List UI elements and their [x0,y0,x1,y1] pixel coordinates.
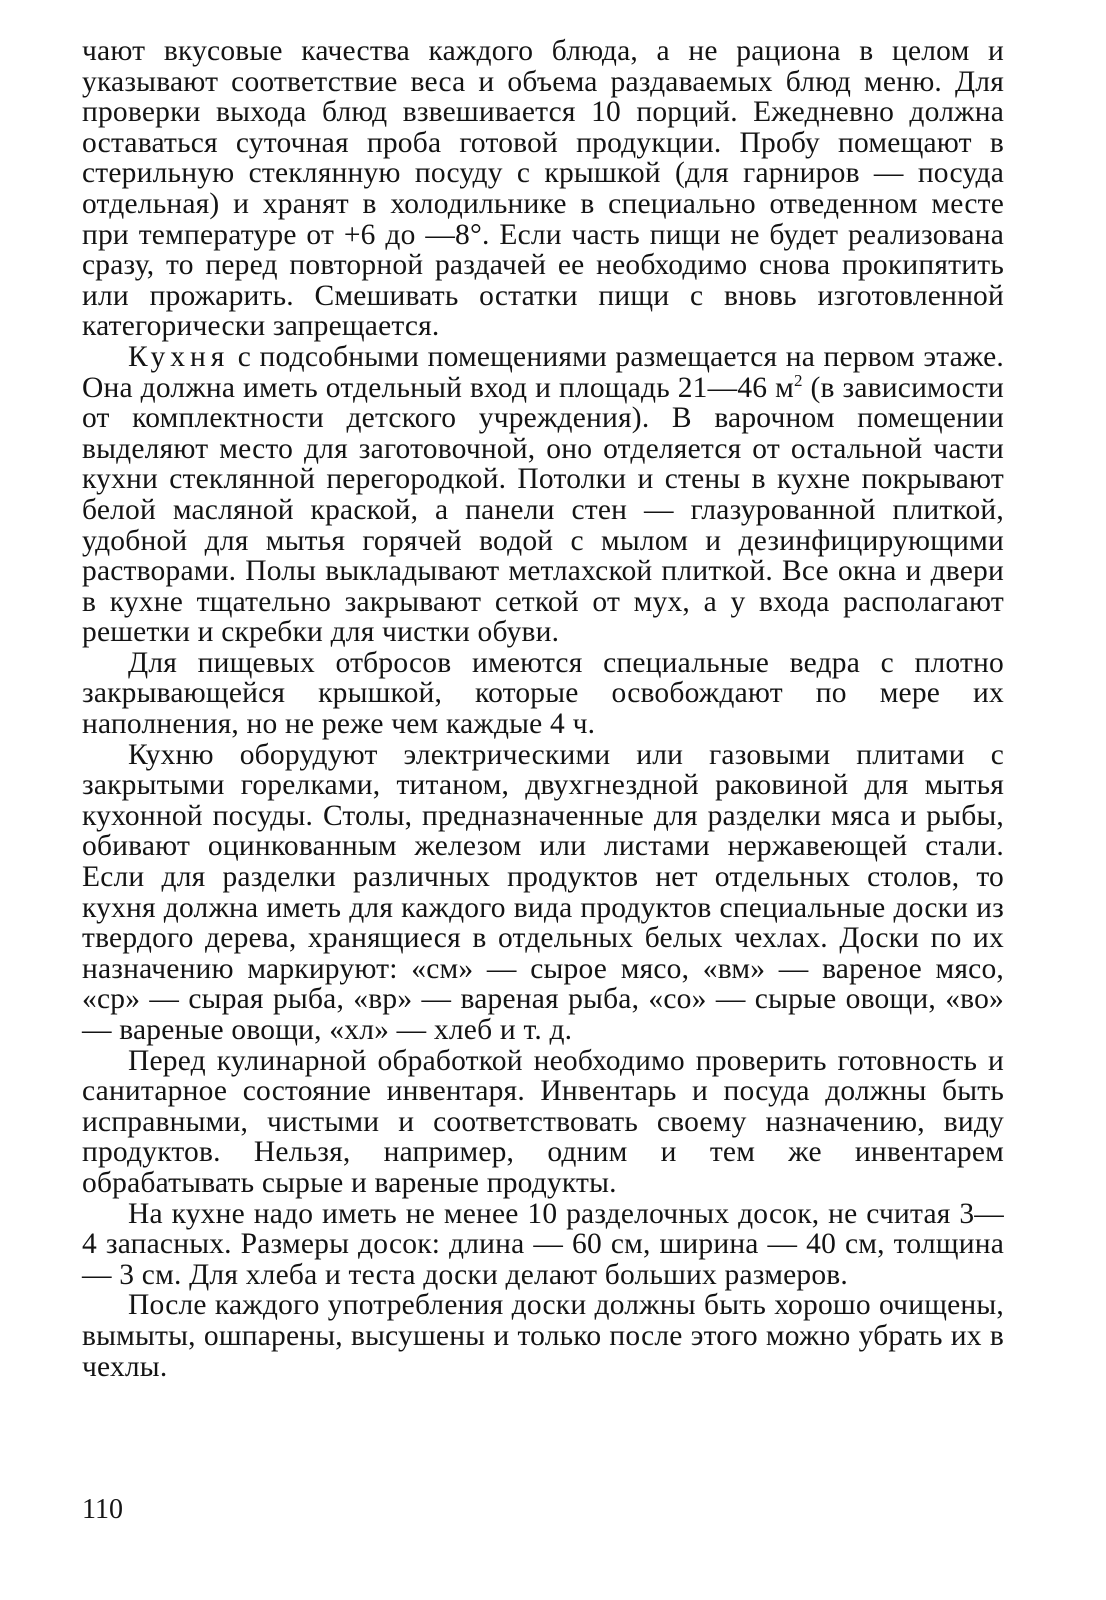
page-number: 110 [82,1494,123,1525]
superscript-2: 2 [793,370,803,390]
paragraph-4: Кухню оборудуют электрическими или газовыми плитами с закрытыми горелками, титаном, двухгнездной раковиной для мытья кухонной посуды. Столы, предназначенные для разделки мяса и рыбы, обивают оцинкованным железом или листами нержавеющей стали. Если для разделки различных продуктов нет отдельных столов, то кухня должна иметь для каждого вида продуктов специальные доски из твердого дерева, хранящиеся в отдельных белых чехлах. Доски по их назначению маркируют: «см» — сырое мясо, «вм» — вареное мясо, «ср» — сырая рыба, «вр» — вареная рыба, «со» — сырые овощи, «во» — вареные овощи, «хл» — хлеб и т. д. [82,738,1004,1046]
paragraph-2-text-b: (в зависимости от комплектности детского учреждения). В варочном помещении выделяют место для заготовочной, оно отделяется от остальной части кухни стеклянной перегородкой. Потолки и стены в кухне покрывают белой масляной краской, а панели стен — глазурованной плиткой, удобной для мытья горячей водой с мылом и дезинфицирующими растворами. Полы выкладывают метлахской плиткой. Все окна и двери в кухне тщательно закрывают сеткой от мух, а у входа располагают решетки и скребки для чистки обуви. [82,371,1004,649]
paragraph-6: На кухне надо иметь не менее 10 разделочных досок, не считая 3—4 запасных. Размеры досок: длина — 60 см, ширина — 40 см, толщина — 3 см. Для хлеба и теста доски делают больших размеров. [82,1197,1004,1291]
paragraph-7: После каждого употребления доски должны быть хорошо очищены, вымыты, ошпарены, высушены и только после этого можно убрать их в чехлы. [82,1289,1004,1383]
paragraph-1: чают вкусовые качества каждого блюда, а не рациона в целом и указывают соответствие веса и объема раздаваемых блюд меню. Для проверки выхода блюд взвешивается 10 порций. Ежедневно должна оставаться суточная проба готовой продукции. Пробу помещают в стерильную стеклянную посуду с крышкой (для гарниров — посуда отдельная) и хранят в холодильнике в специально отведенном месте при температуре от +6 до —8°. Если часть пищи не будет реализована сразу, то перед повторной раздачей ее необходимо снова прокипятить или прожарить. Смешивать остатки пищи с вновь изготовленной категорически запрещается. [82,35,1004,343]
page-body [82,36,1004,1382]
paragraph-3: Для пищевых отбросов имеются специальные ведра с плотно закрывающейся крышкой, которые освобождают по мере их наполнения, но не реже чем каждые 4 ч. [82,646,1004,741]
paragraph-2 [82,342,1004,648]
paragraph-5: Перед кулинарной обработкой необходимо проверить готовность и санитарное состояние инвентаря. Инвентарь и посуда должны быть исправными, чистыми и соответствовать своему назначению, виду продуктов. Нельзя, например, одним и тем же инвентарем обрабатывать сырые и вареные продукты. [82,1044,1004,1199]
paragraph-2-lead: Кухня [128,340,230,373]
paragraph-2-text-a: с подсобными помещениями размещается на первом этаже. Она должна иметь отдельный вход и площадь 21—46 м [82,340,1004,404]
